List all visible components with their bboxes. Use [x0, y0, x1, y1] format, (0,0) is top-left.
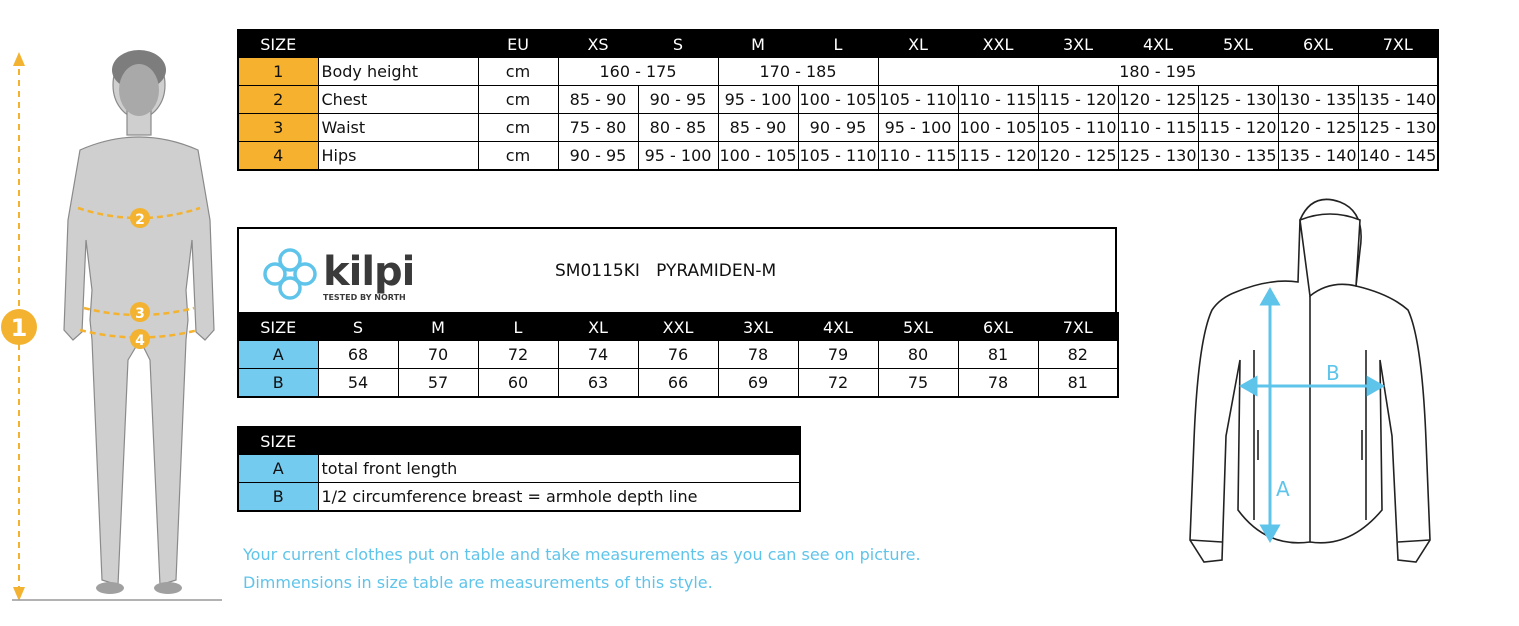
value-cell: 170 - 185: [718, 58, 878, 86]
value-cell: 85 - 90: [558, 86, 638, 114]
value-cell: 125 - 130: [1118, 142, 1198, 171]
header-cell: 4XL: [1118, 30, 1198, 58]
table-row: [238, 142, 1438, 171]
value-cell: 90 - 95: [638, 86, 718, 114]
header-cell: M: [398, 313, 478, 341]
value-cell: 125 - 130: [1198, 86, 1278, 114]
value-cell: 100 - 105: [958, 114, 1038, 142]
value-cell: 54: [318, 369, 398, 398]
table-row: [238, 483, 800, 512]
header-cell: S: [318, 313, 398, 341]
header-cell: 3XL: [718, 313, 798, 341]
value-cell: 130 - 135: [1278, 86, 1358, 114]
value-cell: 81: [958, 341, 1038, 369]
unit-cell: cm: [478, 142, 558, 171]
header-cell: 5XL: [878, 313, 958, 341]
description-cell: 1/2 circumference breast = armhole depth line: [318, 483, 800, 512]
value-cell: 63: [558, 369, 638, 398]
measurement-name-cell: Waist: [318, 114, 478, 142]
value-cell: 68: [318, 341, 398, 369]
header-cell: XXL: [638, 313, 718, 341]
value-cell: 105 - 110: [798, 142, 878, 171]
header-cell: L: [478, 313, 558, 341]
value-cell: 70: [398, 341, 478, 369]
table-row: [238, 114, 1438, 142]
value-cell: 115 - 120: [1038, 86, 1118, 114]
marker-1: 1: [10, 314, 28, 342]
row-label-cell: B: [238, 369, 318, 398]
value-cell: 60: [478, 369, 558, 398]
table-row: [238, 86, 1438, 114]
value-cell: 57: [398, 369, 478, 398]
row-number-cell: 2: [238, 86, 318, 114]
value-cell: 80 - 85: [638, 114, 718, 142]
header-cell: S: [638, 30, 718, 58]
value-cell: 79: [798, 341, 878, 369]
value-cell: 110 - 115: [1118, 114, 1198, 142]
value-cell: 81: [1038, 369, 1118, 398]
table-row: [238, 455, 800, 483]
value-cell: 69: [718, 369, 798, 398]
product-name: PYRAMIDEN-M: [656, 261, 777, 281]
value-cell: 135 - 140: [1358, 86, 1438, 114]
value-cell: 100 - 105: [718, 142, 798, 171]
marker-4: 4: [135, 333, 145, 349]
value-cell: 72: [478, 341, 558, 369]
header-cell: XS: [558, 30, 638, 58]
value-cell: 115 - 120: [1198, 114, 1278, 142]
table-row: [238, 369, 1118, 398]
value-cell: 74: [558, 341, 638, 369]
value-cell: 95 - 100: [718, 86, 798, 114]
header-cell: SIZE: [238, 427, 318, 455]
header-cell: [318, 427, 800, 455]
value-cell: 76: [638, 341, 718, 369]
value-cell: 82: [1038, 341, 1118, 369]
row-number-cell: 3: [238, 114, 318, 142]
value-cell: 105 - 110: [878, 86, 958, 114]
unit-cell: cm: [478, 58, 558, 86]
value-cell: 110 - 115: [958, 86, 1038, 114]
header-cell: XL: [878, 30, 958, 58]
header-cell: 7XL: [1038, 313, 1118, 341]
header-cell: 6XL: [1278, 30, 1358, 58]
header-cell: [318, 30, 478, 58]
row-number-cell: 4: [238, 142, 318, 171]
jacket-label-a: A: [1276, 477, 1290, 501]
value-cell: 130 - 135: [1198, 142, 1278, 171]
value-cell: 75: [878, 369, 958, 398]
row-number-cell: 1: [238, 58, 318, 86]
value-cell: 120 - 125: [1038, 142, 1118, 171]
value-cell: 105 - 110: [1038, 114, 1118, 142]
measurement-name-cell: Hips: [318, 142, 478, 171]
value-cell: 120 - 125: [1118, 86, 1198, 114]
measurement-legend-table: [237, 426, 801, 512]
value-cell: 90 - 95: [798, 114, 878, 142]
table-header-row: [238, 427, 800, 455]
description-cell: total front length: [318, 455, 800, 483]
value-cell: 135 - 140: [1278, 142, 1358, 171]
marker-3: 3: [135, 306, 145, 322]
body-size-table: [237, 29, 1439, 171]
value-cell: 90 - 95: [558, 142, 638, 171]
marker-2: 2: [135, 212, 145, 228]
table-row: [238, 341, 1118, 369]
value-cell: 125 - 130: [1358, 114, 1438, 142]
header-cell: 7XL: [1358, 30, 1438, 58]
value-cell: 110 - 115: [878, 142, 958, 171]
header-cell: SIZE: [238, 30, 318, 58]
table-header-row: [238, 313, 1118, 341]
note-line-1: Your current clothes put on table and take measurements as you can see on picture.: [243, 545, 921, 564]
unit-cell: cm: [478, 86, 558, 114]
value-cell: 78: [958, 369, 1038, 398]
value-cell: 66: [638, 369, 718, 398]
value-cell: 80: [878, 341, 958, 369]
row-label-cell: B: [238, 483, 318, 512]
note-line-2: Dimmensions in size table are measurements of this style.: [243, 573, 713, 592]
value-cell: 75 - 80: [558, 114, 638, 142]
value-cell: 100 - 105: [798, 86, 878, 114]
value-cell: 180 - 195: [878, 58, 1438, 86]
header-cell: EU: [478, 30, 558, 58]
jacket-measurement-diagram: [1180, 190, 1440, 580]
value-cell: 140 - 145: [1358, 142, 1438, 171]
brand-header: [237, 227, 1117, 314]
value-cell: 115 - 120: [958, 142, 1038, 171]
header-cell: M: [718, 30, 798, 58]
header-cell: 3XL: [1038, 30, 1118, 58]
value-cell: 72: [798, 369, 878, 398]
row-label-cell: A: [238, 341, 318, 369]
header-cell: 6XL: [958, 313, 1038, 341]
header-cell: 5XL: [1198, 30, 1278, 58]
header-cell: L: [798, 30, 878, 58]
value-cell: 120 - 125: [1278, 114, 1358, 142]
value-cell: 95 - 100: [878, 114, 958, 142]
brand-logo-text: kilpi: [323, 249, 415, 295]
measurement-name-cell: Chest: [318, 86, 478, 114]
table-header-row: [238, 30, 1438, 58]
header-cell: XXL: [958, 30, 1038, 58]
kilpi-knot-icon: [261, 246, 319, 302]
product-code: SM0115KI: [555, 261, 640, 281]
header-cell: 4XL: [798, 313, 878, 341]
value-cell: 78: [718, 341, 798, 369]
jacket-label-b: B: [1326, 361, 1340, 385]
value-cell: 160 - 175: [558, 58, 718, 86]
value-cell: 85 - 90: [718, 114, 798, 142]
table-row: [238, 58, 1438, 86]
header-cell: SIZE: [238, 313, 318, 341]
value-cell: 95 - 100: [638, 142, 718, 171]
header-cell: XL: [558, 313, 638, 341]
row-label-cell: A: [238, 455, 318, 483]
garment-size-table: [237, 312, 1119, 398]
brand-tagline: TESTED BY NORTH: [323, 293, 406, 302]
product-title: [555, 261, 776, 281]
body-measurement-figure: [0, 40, 230, 610]
measurement-name-cell: Body height: [318, 58, 478, 86]
unit-cell: cm: [478, 114, 558, 142]
